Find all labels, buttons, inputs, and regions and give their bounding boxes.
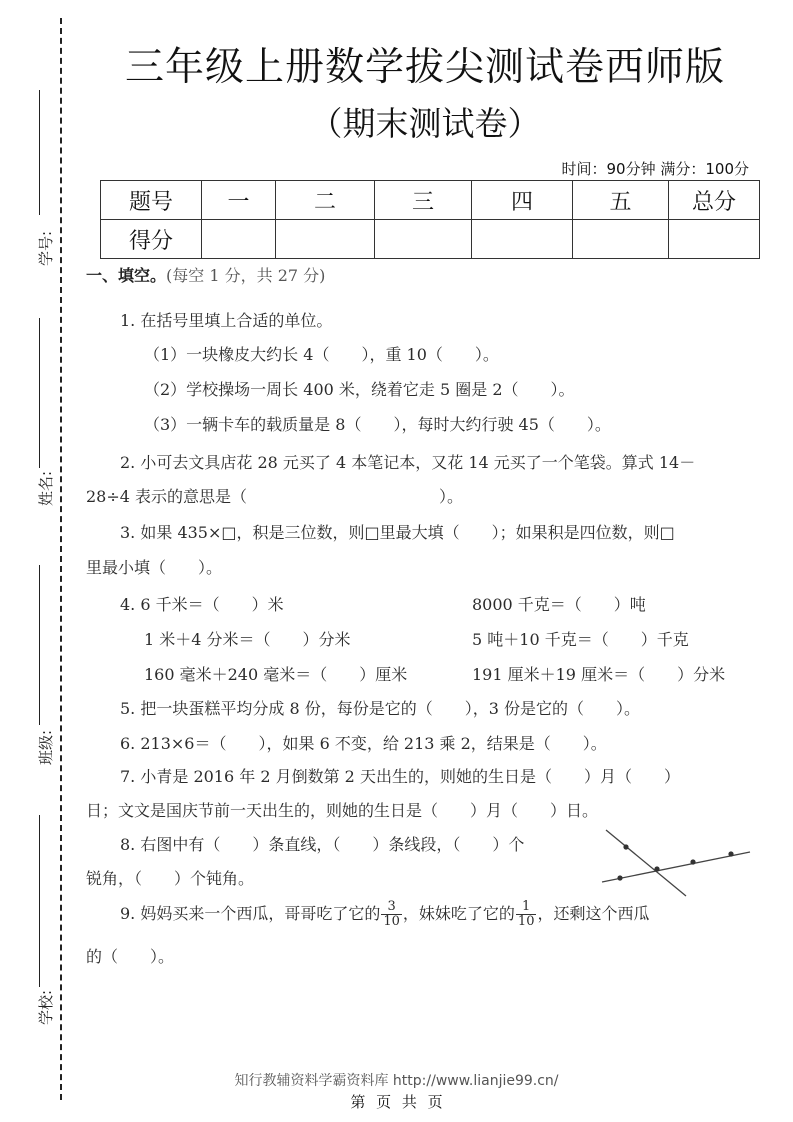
student-id-label: 学号: bbox=[37, 230, 56, 267]
class-line bbox=[39, 565, 40, 725]
score-cell-1[interactable] bbox=[202, 220, 276, 259]
fraction-2-denominator: 10 bbox=[517, 914, 535, 929]
question-1-1: （1）一块橡皮大约长 4（ ），重 10（ ）。 bbox=[144, 345, 499, 364]
question-9-line1 bbox=[120, 900, 649, 929]
school-field[interactable] bbox=[14, 815, 54, 1025]
question-2-line2: 28÷4 表示的意思是（ ）。 bbox=[86, 487, 464, 506]
score-cell-4[interactable] bbox=[472, 220, 573, 259]
table-score-row bbox=[101, 220, 760, 259]
question-4-1a: 4. 6 千米＝（ ）米 bbox=[120, 595, 284, 614]
question-4-2b: 5 吨＋10 千克＝（ ）千克 bbox=[472, 630, 689, 649]
question-9-post: ，还剩这个西瓜 bbox=[537, 904, 650, 923]
question-4-2a: 1 米＋4 分米＝（ ）分米 bbox=[144, 630, 351, 649]
question-8-line1: 8. 右图中有（ ）条直线，（ ）条线段，（ ）个 bbox=[120, 835, 525, 854]
footer-page-number: 第 页 共 页 bbox=[350, 1093, 443, 1111]
header-cell-total: 总分 bbox=[669, 181, 760, 220]
header-cell-3: 三 bbox=[375, 181, 472, 220]
score-cell-3[interactable] bbox=[375, 220, 472, 259]
score-table bbox=[100, 180, 760, 259]
question-4-1b: 8000 千克＝（ ）吨 bbox=[472, 595, 646, 614]
question-7-line2: 日；文文是国庆节前一天出生的，则她的生日是（ ）月（ ）日。 bbox=[86, 801, 599, 820]
question-4-3b: 191 厘米＋19 厘米＝（ ）分米 bbox=[472, 665, 726, 684]
question-9-line2: 的（ ）。 bbox=[86, 947, 175, 966]
section-heading bbox=[86, 263, 325, 286]
footer-source: 知行教辅资料学霸资料库 http://www.lianjie99.cn/ bbox=[234, 1073, 559, 1089]
score-cell-2[interactable] bbox=[276, 220, 375, 259]
question-9-pre: 9. 妈妈买来一个西瓜，哥哥吃了它的 bbox=[120, 904, 381, 923]
binding-dashed-line bbox=[60, 18, 62, 1100]
header-cell-2: 二 bbox=[276, 181, 375, 220]
score-row-label: 得分 bbox=[101, 220, 202, 259]
fraction-one-tenth bbox=[516, 900, 537, 929]
section-note: (每空 1 分，共 27 分) bbox=[166, 266, 326, 285]
school-line bbox=[39, 815, 40, 987]
fraction-three-tenths bbox=[381, 900, 402, 929]
class-field[interactable] bbox=[14, 565, 54, 765]
question-3-line2: 里最小填（ ）。 bbox=[86, 558, 223, 577]
question-3-line1: 3. 如果 435×□，积是三位数，则□里最大填（ ）；如果积是四位数，则□ bbox=[120, 523, 675, 542]
question-8-line2: 锐角，（ ）个钝角。 bbox=[86, 869, 255, 888]
table-header-row bbox=[101, 181, 760, 220]
question-4-3a: 160 毫米＋240 毫米＝（ ）厘米 bbox=[144, 665, 408, 684]
question-1-3: （3）一辆卡车的载质量是 8（ ），每时大约行驶 45（ ）。 bbox=[144, 415, 611, 434]
section-title: 一、填空。 bbox=[86, 266, 167, 285]
header-cell-4: 四 bbox=[472, 181, 573, 220]
question-5: 5. 把一块蛋糕平均分成 8 份，每份是它的（ ），3 份是它的（ ）。 bbox=[120, 699, 640, 718]
name-field[interactable] bbox=[14, 318, 54, 508]
question-6: 6. 213×6＝（ ），如果 6 不变，给 213 乘 2，结果是（ ）。 bbox=[120, 734, 607, 753]
name-line bbox=[39, 318, 40, 468]
score-cell-5[interactable] bbox=[573, 220, 669, 259]
class-label: 班级: bbox=[37, 729, 56, 766]
question-1: 1. 在括号里填上合适的单位。 bbox=[120, 311, 333, 330]
fraction-1-numerator: 3 bbox=[381, 900, 402, 915]
question-2-line1: 2. 小可去文具店花 28 元买了 4 本笔记本，又花 14 元买了一个笔袋。算式 14－ bbox=[120, 453, 696, 472]
header-cell-1: 一 bbox=[202, 181, 276, 220]
fraction-1-denominator: 10 bbox=[383, 914, 400, 929]
page-title: 三年级上册数学拔尖测试卷西师版 bbox=[124, 45, 725, 90]
exam-meta: 时间：90分钟 满分：100分 bbox=[561, 160, 749, 178]
lines-figure bbox=[598, 826, 758, 898]
page-subtitle: （期末测试卷） bbox=[309, 104, 541, 143]
student-id-line bbox=[39, 90, 40, 215]
question-1-2: （2）学校操场一周长 400 米，绕着它走 5 圈是 2（ ）。 bbox=[144, 380, 575, 399]
header-cell-question-no: 题号 bbox=[101, 181, 202, 220]
fraction-2-numerator: 1 bbox=[516, 900, 537, 915]
question-9-mid: ，妹妹吃了它的 bbox=[402, 904, 515, 923]
name-label: 姓名: bbox=[37, 470, 56, 507]
score-cell-total[interactable] bbox=[669, 220, 760, 259]
question-7-line1: 7. 小青是 2016 年 2 月倒数第 2 天出生的，则她的生日是（ ）月（ ） bbox=[120, 767, 680, 786]
header-cell-5: 五 bbox=[573, 181, 669, 220]
student-id-field[interactable] bbox=[14, 90, 54, 270]
school-label: 学校: bbox=[37, 989, 56, 1026]
